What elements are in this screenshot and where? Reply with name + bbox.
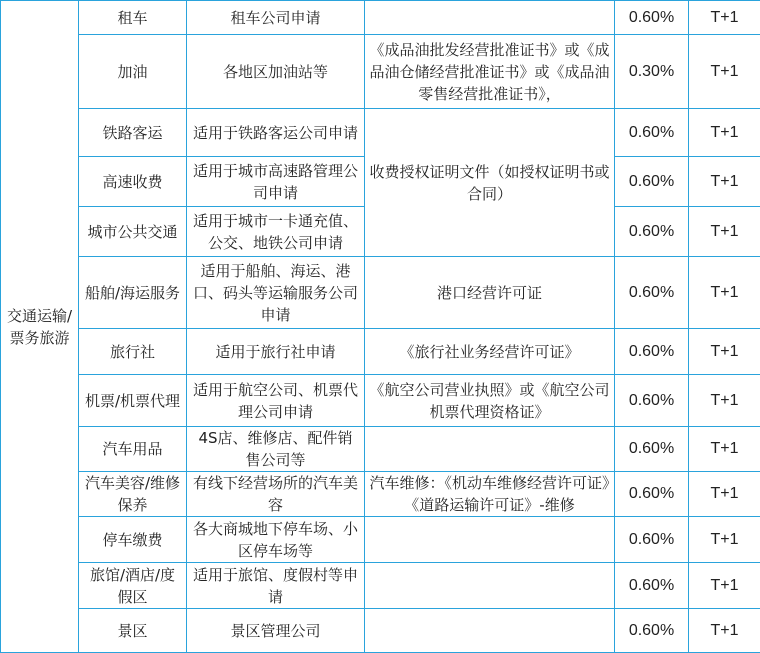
- table-row: [1, 563, 760, 609]
- rate-cell: 0.60%: [615, 157, 689, 207]
- merchant-type-cell: 停车缴费: [79, 517, 187, 563]
- description-cell: 适用于航空公司、机票代理公司申请: [187, 375, 365, 427]
- settlement-cell: T+1: [689, 472, 760, 517]
- description-cell: 4S店、维修店、配件销售公司等: [187, 427, 365, 472]
- license-cell: [365, 1, 615, 35]
- rate-cell: 0.60%: [615, 257, 689, 329]
- shared-license-cell: 收费授权证明文件（如授权证明书或合同）: [365, 109, 615, 257]
- settlement-cell: T+1: [689, 609, 760, 653]
- table-row: [1, 517, 760, 563]
- settlement-cell: T+1: [689, 207, 760, 257]
- rate-cell: 0.60%: [615, 427, 689, 472]
- description-cell: 适用于船舶、海运、港口、码头等运输服务公司申请: [187, 257, 365, 329]
- description-cell: 适用于城市一卡通充值、公交、地铁公司申请: [187, 207, 365, 257]
- description-cell: 适用于旅馆、度假村等申请: [187, 563, 365, 609]
- merchant-type-cell: 汽车美容/维修保养: [79, 472, 187, 517]
- settlement-cell: T+1: [689, 563, 760, 609]
- merchant-type-cell: 汽车用品: [79, 427, 187, 472]
- rate-cell: 0.60%: [615, 375, 689, 427]
- license-cell: 汽车维修：《机动车维修经营许可证》《道路运输许可证》-维修: [365, 472, 615, 517]
- description-cell: 适用于旅行社申请: [187, 329, 365, 375]
- license-cell: 港口经营许可证: [365, 257, 615, 329]
- merchant-type-cell: 旅馆/酒店/度假区: [79, 563, 187, 609]
- merchant-type-cell: 船舶/海运服务: [79, 257, 187, 329]
- table-row: [1, 329, 760, 375]
- merchant-type-cell: 城市公共交通: [79, 207, 187, 257]
- license-cell: [365, 563, 615, 609]
- rate-cell: 0.60%: [615, 563, 689, 609]
- rate-cell: 0.60%: [615, 207, 689, 257]
- description-cell: 租车公司申请: [187, 1, 365, 35]
- rate-cell: 0.60%: [615, 329, 689, 375]
- rate-cell: 0.30%: [615, 35, 689, 109]
- category-cell: 交通运输/票务旅游: [1, 1, 79, 653]
- license-cell: 《成品油批发经营批准证书》或《成品油仓储经营批准证书》或《成品油零售经营批准证书》，: [365, 35, 615, 109]
- settlement-cell: T+1: [689, 427, 760, 472]
- rate-cell: 0.60%: [615, 1, 689, 35]
- table-row: [1, 1, 760, 35]
- license-cell: 《航空公司营业执照》或《航空公司机票代理资格证》: [365, 375, 615, 427]
- merchant-type-cell: 旅行社: [79, 329, 187, 375]
- description-cell: 各地区加油站等: [187, 35, 365, 109]
- rate-cell: 0.60%: [615, 517, 689, 563]
- license-cell: [365, 609, 615, 653]
- merchant-type-cell: 景区: [79, 609, 187, 653]
- table-row: [1, 427, 760, 472]
- merchant-type-cell: 高速收费: [79, 157, 187, 207]
- settlement-cell: T+1: [689, 257, 760, 329]
- settlement-cell: T+1: [689, 329, 760, 375]
- license-cell: 《旅行社业务经营许可证》: [365, 329, 615, 375]
- description-cell: 适用于铁路客运公司申请: [187, 109, 365, 157]
- table-row: [1, 609, 760, 653]
- merchant-type-cell: 铁路客运: [79, 109, 187, 157]
- rate-cell: 0.60%: [615, 472, 689, 517]
- settlement-cell: T+1: [689, 157, 760, 207]
- description-cell: 有线下经营场所的汽车美容: [187, 472, 365, 517]
- merchant-type-cell: 机票/机票代理: [79, 375, 187, 427]
- settlement-cell: T+1: [689, 35, 760, 109]
- rate-cell: 0.60%: [615, 109, 689, 157]
- table-row: [1, 257, 760, 329]
- settlement-cell: T+1: [689, 375, 760, 427]
- table-row: [1, 109, 760, 157]
- table-row: [1, 35, 760, 109]
- description-cell: 各大商城地下停车场、小区停车场等: [187, 517, 365, 563]
- merchant-type-cell: 加油: [79, 35, 187, 109]
- settlement-cell: T+1: [689, 109, 760, 157]
- description-cell: 适用于城市高速路管理公司申请: [187, 157, 365, 207]
- merchant-type-cell: 租车: [79, 1, 187, 35]
- table-row: [1, 375, 760, 427]
- license-cell: [365, 427, 615, 472]
- rate-cell: 0.60%: [615, 609, 689, 653]
- license-cell: [365, 517, 615, 563]
- table-row: [1, 472, 760, 517]
- settlement-cell: T+1: [689, 1, 760, 35]
- description-cell: 景区管理公司: [187, 609, 365, 653]
- settlement-cell: T+1: [689, 517, 760, 563]
